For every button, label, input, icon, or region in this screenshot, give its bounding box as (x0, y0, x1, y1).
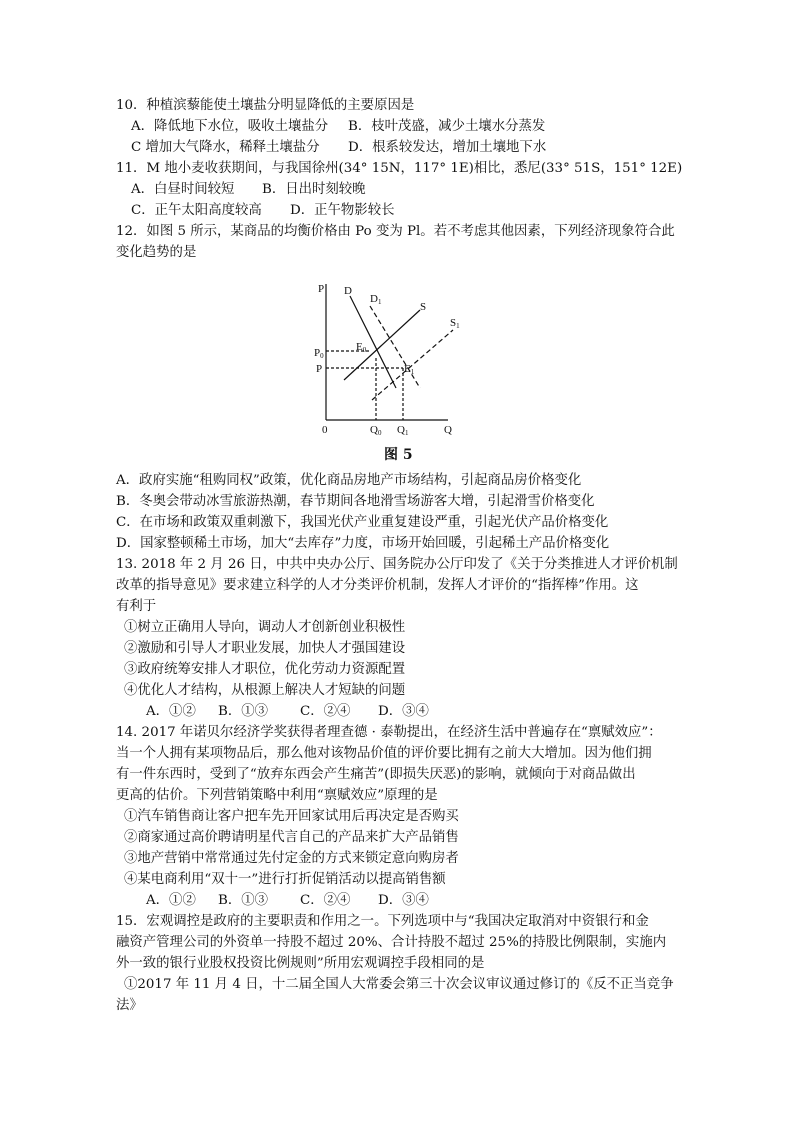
s1-label: S1 (450, 317, 460, 330)
q15-stem-line2: 融资产管理公司的外资单一持股不超过 20%、合计持股不超过 25%的持股比例限制，实施内 (116, 935, 667, 950)
e0-label: E0 (356, 341, 367, 354)
q13-option-a: A．①② (146, 704, 196, 719)
q14-stem-line1: 14. 2017 年诺贝尔经济学奖获得者理查德 · 泰勒提出，在经济生活中普遍存在“禀赋效应”： (116, 725, 662, 740)
q11-option-c: C．正午太阳高度较高 (131, 203, 262, 218)
q14-stem-line3: 有一件东西时，受到了“放弃东西会产生痛苦”(即损失厌恶)的影响，就倾向于对商品做出 (116, 767, 636, 782)
q13-stem-line3: 有利于 (116, 599, 157, 614)
q13-option-d: D．③④ (378, 704, 429, 719)
q14-item-3: ③地产营销中常常通过先付定金的方式来锁定意向购房者 (124, 851, 459, 866)
q15-stem-line3: 外一致的银行业股权投资比例规则”所用宏观调控手段相同的是 (116, 956, 485, 971)
q13-item-1: ①树立正确用人导向，调动人才创新创业积极性 (124, 620, 406, 635)
s-label: S (420, 301, 427, 313)
q14-option-d: D．③④ (378, 893, 429, 908)
q14-item-1: ①汽车销售商让客户把车先开回家试用后再决定是否购买 (124, 809, 459, 824)
q12-option-a: A．政府实施“租购同权”政策，优化商品房地产市场结构，引起商品房价格变化 (116, 473, 582, 488)
q13-item-3: ③政府统筹安排人才职位，优化劳动力资源配置 (124, 662, 406, 677)
q12-option-d: D．国家整顿稀土市场，加大“去库存”力度，市场开始回暖，引起稀土产品价格变化 (116, 536, 610, 551)
q10-option-a: A．降低地下水位，吸收土壤盐分 (131, 119, 329, 134)
q13-option-c: C．②④ (300, 704, 351, 719)
q15-item-1: ①2017 年 11 月 4 日，十二届全国人大常委会第三十次会议审议通过修订的《反不正当竞争 (124, 977, 674, 992)
q13-stem-line2: 改革的指导意见》要求建立科学的人才分类评价机制，发挥人才评价的“指挥棒”作用。这 (116, 578, 639, 593)
q14-option-a: A．①② (146, 893, 196, 908)
supply-demand-graph (308, 278, 483, 443)
q11-stem: 11．M 地小麦收获期间，与我国徐州(34° 15N，117° 1E)相比，悉尼(33° 51S，151° 12E) (116, 161, 683, 176)
q14-option-b: B．①③ (218, 893, 269, 908)
q14-stem-line2: 当一个人拥有某项物品后，那么他对该物品价值的评价要比拥有之前大大增加。因为他们拥 (116, 746, 652, 761)
p-label: P (316, 363, 323, 375)
origin-label: 0 (322, 424, 328, 436)
q13-item-2: ②激励和引导人才职业发展，加快人才强国建设 (124, 641, 406, 656)
d-label: D (344, 285, 352, 297)
q13-item-4: ④优化人才结构，从根源上解决人才短缺的问题 (124, 683, 406, 698)
q0-label: Q0 (370, 424, 382, 437)
p-axis-label: P (318, 283, 325, 295)
q1-label: Q1 (397, 424, 409, 437)
p0-label: P0 (314, 347, 324, 360)
q15-stem-line1: 15．宏观调控是政府的主要职责和作用之一。下列选项中与“我国决定取消对中资银行和金 (116, 914, 649, 929)
q14-item-4: ④某电商利用“双十一”进行打折促销活动以提高销售额 (124, 872, 446, 887)
figure-caption: 图 5 (384, 447, 413, 463)
q12-option-c: C．在市场和政策双重刺激下，我国光伏产业重复建设严重，引起光伏产品价格变化 (116, 515, 609, 530)
q14-item-2: ②商家通过高价聘请明星代言自己的产品来扩大产品销售 (124, 830, 459, 845)
q15-item-1-cont: 法》 (116, 998, 143, 1013)
q11-option-b: B．日出时刻较晚 (262, 182, 366, 197)
d1-label: D1 (370, 293, 382, 306)
q10-stem: 10．种植滨藜能使土壤盐分明显降低的主要原因是 (116, 98, 415, 113)
q11-option-a: A．白昼时间较短 (131, 182, 235, 197)
q13-stem-line1: 13. 2018 年 2 月 26 日，中共中央办公厅、国务院办公厅印发了《关于分类推进人才评价机制 (116, 557, 678, 572)
q14-option-c: C．②④ (300, 893, 351, 908)
q10-option-c: C 增加大气降水，稀释土壤盐分 (131, 140, 320, 155)
q10-option-d: D．根系较发达，增加土壤地下水 (348, 140, 547, 155)
e1-label: E1 (404, 363, 415, 376)
q10-option-b: B．枝叶茂盛，减少土壤水分蒸发 (348, 119, 546, 134)
q12-stem-line2: 变化趋势的是 (116, 245, 197, 260)
q14-stem-line4: 更高的估价。下列营销策略中利用“禀赋效应”原理的是 (116, 788, 438, 803)
q13-option-b: B．①③ (218, 704, 269, 719)
q12-stem-line1: 12．如图 5 所示，某商品的均衡价格由 Po 变为 Pl。若不考虑其他因素，下列经济现象符合此 (116, 224, 675, 239)
q-axis-label: Q (444, 424, 452, 436)
q11-option-d: D．正午物影较长 (290, 203, 395, 218)
q12-option-b: B．冬奥会带动冰雪旅游热潮，春节期间各地滑雪场游客大增，引起滑雪价格变化 (116, 494, 595, 509)
